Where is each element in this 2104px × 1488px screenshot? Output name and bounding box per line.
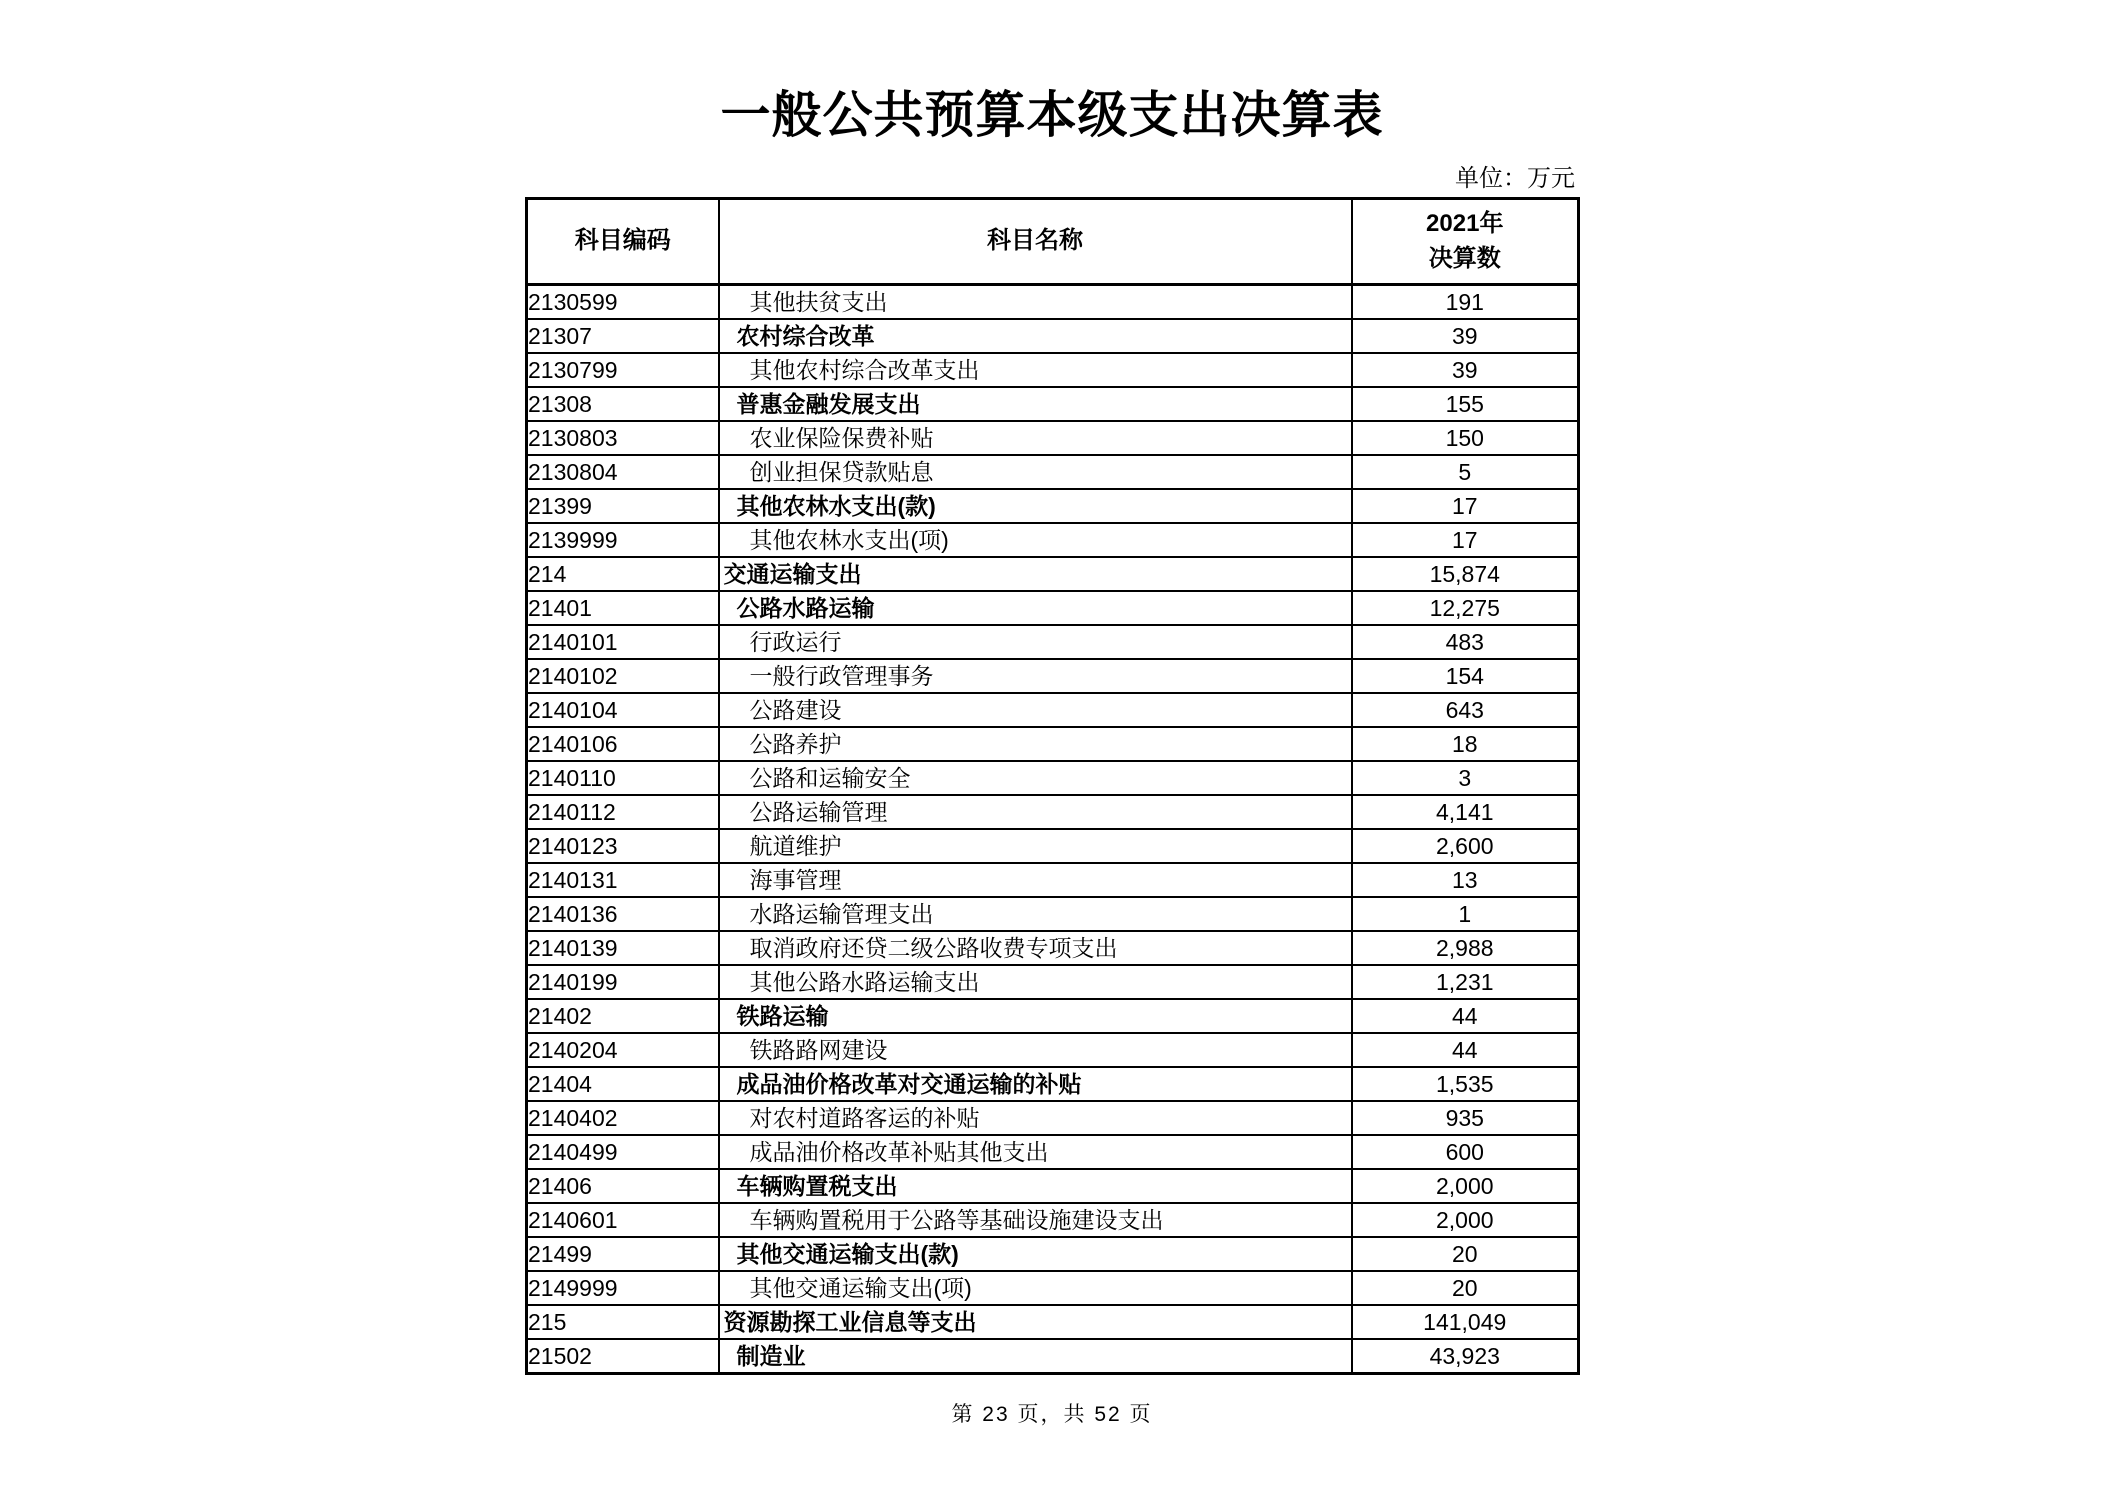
subject-name-cell: 其他扶贫支出 (719, 285, 1352, 320)
subject-name-cell: 公路养护 (719, 727, 1352, 761)
final-accounts-value-cell: 155 (1352, 387, 1579, 421)
subject-name-cell: 行政运行 (719, 625, 1352, 659)
subject-code-cell: 2140110 (527, 761, 719, 795)
subject-name-cell: 水路运输管理支出 (719, 897, 1352, 931)
final-accounts-value-cell: 20 (1352, 1271, 1579, 1305)
final-accounts-value-cell: 483 (1352, 625, 1579, 659)
subject-name-cell: 成品油价格改革对交通运输的补贴 (719, 1067, 1352, 1101)
subject-code-cell: 21307 (527, 319, 719, 353)
table-row (527, 1135, 1579, 1169)
final-accounts-value-cell: 17 (1352, 523, 1579, 557)
subject-code-cell: 21406 (527, 1169, 719, 1203)
final-accounts-value-cell: 2,600 (1352, 829, 1579, 863)
subject-name-cell: 制造业 (719, 1339, 1352, 1374)
subject-name-cell: 公路建设 (719, 693, 1352, 727)
final-accounts-value-cell: 39 (1352, 353, 1579, 387)
subject-code-cell: 2130799 (527, 353, 719, 387)
subject-name-cell: 普惠金融发展支出 (719, 387, 1352, 421)
subject-name-cell: 其他农村综合改革支出 (719, 353, 1352, 387)
table-row (527, 523, 1579, 557)
subject-name-cell: 铁路运输 (719, 999, 1352, 1033)
final-accounts-value-cell: 43,923 (1352, 1339, 1579, 1374)
subject-code-cell: 2140136 (527, 897, 719, 931)
final-accounts-value-cell: 4,141 (1352, 795, 1579, 829)
final-accounts-value-cell: 13 (1352, 863, 1579, 897)
table-row (527, 1339, 1579, 1374)
subject-code-cell: 2140106 (527, 727, 719, 761)
subject-code-cell: 21502 (527, 1339, 719, 1374)
table-header-row (527, 199, 1579, 285)
subject-name-cell: 其他交通运输支出(款) (719, 1237, 1352, 1271)
table-row (527, 727, 1579, 761)
subject-code-cell: 2130599 (527, 285, 719, 320)
table-row (527, 693, 1579, 727)
subject-name-cell: 取消政府还贷二级公路收费专项支出 (719, 931, 1352, 965)
table-row (527, 557, 1579, 591)
final-accounts-value-cell: 141,049 (1352, 1305, 1579, 1339)
final-accounts-value-cell: 15,874 (1352, 557, 1579, 591)
table-row (527, 1271, 1579, 1305)
table-row (527, 489, 1579, 523)
subject-name-cell: 成品油价格改革补贴其他支出 (719, 1135, 1352, 1169)
subject-code-cell: 2140199 (527, 965, 719, 999)
subject-code-cell: 21308 (527, 387, 719, 421)
page-title: 一般公共预算本级支出决算表 (720, 87, 1384, 143)
subject-code-cell: 2140499 (527, 1135, 719, 1169)
page-number: 第 23 页，共 52 页 (951, 1403, 1153, 1426)
column-header-year-line: 2021年 (1426, 209, 1504, 237)
column-header-subject-name: 科目名称 (719, 199, 1352, 285)
final-accounts-value-cell: 18 (1352, 727, 1579, 761)
subject-code-cell: 2140402 (527, 1101, 719, 1135)
subject-name-cell: 公路水路运输 (719, 591, 1352, 625)
column-header-subject-code: 科目编码 (527, 199, 719, 285)
final-accounts-value-cell: 600 (1352, 1135, 1579, 1169)
subject-name-cell: 其他交通运输支出(项) (719, 1271, 1352, 1305)
subject-code-cell: 2139999 (527, 523, 719, 557)
final-accounts-value-cell: 2,000 (1352, 1203, 1579, 1237)
unit-label: 单位：万元 (1455, 165, 1575, 192)
budget-table (525, 197, 1580, 1375)
final-accounts-value-cell: 3 (1352, 761, 1579, 795)
subject-code-cell: 21404 (527, 1067, 719, 1101)
table-row (527, 455, 1579, 489)
table-row (527, 1033, 1579, 1067)
table-row (527, 659, 1579, 693)
subject-name-cell: 航道维护 (719, 829, 1352, 863)
subject-code-cell: 215 (527, 1305, 719, 1339)
subject-code-cell: 2140101 (527, 625, 719, 659)
subject-code-cell: 2140601 (527, 1203, 719, 1237)
subject-code-cell: 21399 (527, 489, 719, 523)
column-header-final-line: 决算数 (1428, 244, 1501, 272)
table-row (527, 931, 1579, 965)
table-row (527, 1305, 1579, 1339)
subject-name-cell: 其他农林水支出(款) (719, 489, 1352, 523)
subject-code-cell: 21402 (527, 999, 719, 1033)
table-row (527, 829, 1579, 863)
final-accounts-value-cell: 39 (1352, 319, 1579, 353)
subject-name-cell: 交通运输支出 (719, 557, 1352, 591)
final-accounts-value-cell: 191 (1352, 285, 1579, 320)
subject-name-cell: 一般行政管理事务 (719, 659, 1352, 693)
subject-code-cell: 2130804 (527, 455, 719, 489)
subject-code-cell: 2140123 (527, 829, 719, 863)
table-row (527, 863, 1579, 897)
subject-name-cell: 农业保险保费补贴 (719, 421, 1352, 455)
final-accounts-value-cell: 2,000 (1352, 1169, 1579, 1203)
table-row (527, 591, 1579, 625)
final-accounts-value-cell: 17 (1352, 489, 1579, 523)
final-accounts-value-cell: 20 (1352, 1237, 1579, 1271)
table-row (527, 421, 1579, 455)
final-accounts-value-cell: 2,988 (1352, 931, 1579, 965)
subject-name-cell: 铁路路网建设 (719, 1033, 1352, 1067)
final-accounts-value-cell: 935 (1352, 1101, 1579, 1135)
subject-name-cell: 其他公路水路运输支出 (719, 965, 1352, 999)
table-row (527, 1101, 1579, 1135)
table-row (527, 761, 1579, 795)
subject-code-cell: 2140139 (527, 931, 719, 965)
table-row (527, 353, 1579, 387)
subject-name-cell: 资源勘探工业信息等支出 (719, 1305, 1352, 1339)
final-accounts-value-cell: 154 (1352, 659, 1579, 693)
subject-code-cell: 2140112 (527, 795, 719, 829)
subject-name-cell: 车辆购置税支出 (719, 1169, 1352, 1203)
subject-code-cell: 2140104 (527, 693, 719, 727)
final-accounts-value-cell: 643 (1352, 693, 1579, 727)
subject-code-cell: 2149999 (527, 1271, 719, 1305)
table-row (527, 897, 1579, 931)
subject-name-cell: 公路和运输安全 (719, 761, 1352, 795)
column-header-2021-final (1352, 199, 1579, 285)
final-accounts-value-cell: 5 (1352, 455, 1579, 489)
subject-name-cell: 车辆购置税用于公路等基础设施建设支出 (719, 1203, 1352, 1237)
table-row (527, 625, 1579, 659)
final-accounts-value-cell: 44 (1352, 999, 1579, 1033)
table-row (527, 1237, 1579, 1271)
subject-name-cell: 对农村道路客运的补贴 (719, 1101, 1352, 1135)
table-row (527, 319, 1579, 353)
table-row (527, 285, 1579, 320)
table-row (527, 387, 1579, 421)
subject-code-cell: 2140204 (527, 1033, 719, 1067)
subject-name-cell: 农村综合改革 (719, 319, 1352, 353)
final-accounts-value-cell: 1 (1352, 897, 1579, 931)
table-row (527, 795, 1579, 829)
subject-code-cell: 21401 (527, 591, 719, 625)
subject-name-cell: 创业担保贷款贴息 (719, 455, 1352, 489)
final-accounts-value-cell: 1,535 (1352, 1067, 1579, 1101)
subject-code-cell: 2130803 (527, 421, 719, 455)
table-row (527, 999, 1579, 1033)
subject-code-cell: 2140131 (527, 863, 719, 897)
subject-code-cell: 21499 (527, 1237, 719, 1271)
table-row (527, 965, 1579, 999)
subject-code-cell: 2140102 (527, 659, 719, 693)
final-accounts-value-cell: 12,275 (1352, 591, 1579, 625)
table-row (527, 1169, 1579, 1203)
final-accounts-value-cell: 1,231 (1352, 965, 1579, 999)
table-row (527, 1203, 1579, 1237)
subject-name-cell: 其他农林水支出(项) (719, 523, 1352, 557)
subject-name-cell: 公路运输管理 (719, 795, 1352, 829)
final-accounts-value-cell: 44 (1352, 1033, 1579, 1067)
final-accounts-value-cell: 150 (1352, 421, 1579, 455)
table-row (527, 1067, 1579, 1101)
subject-name-cell: 海事管理 (719, 863, 1352, 897)
subject-code-cell: 214 (527, 557, 719, 591)
